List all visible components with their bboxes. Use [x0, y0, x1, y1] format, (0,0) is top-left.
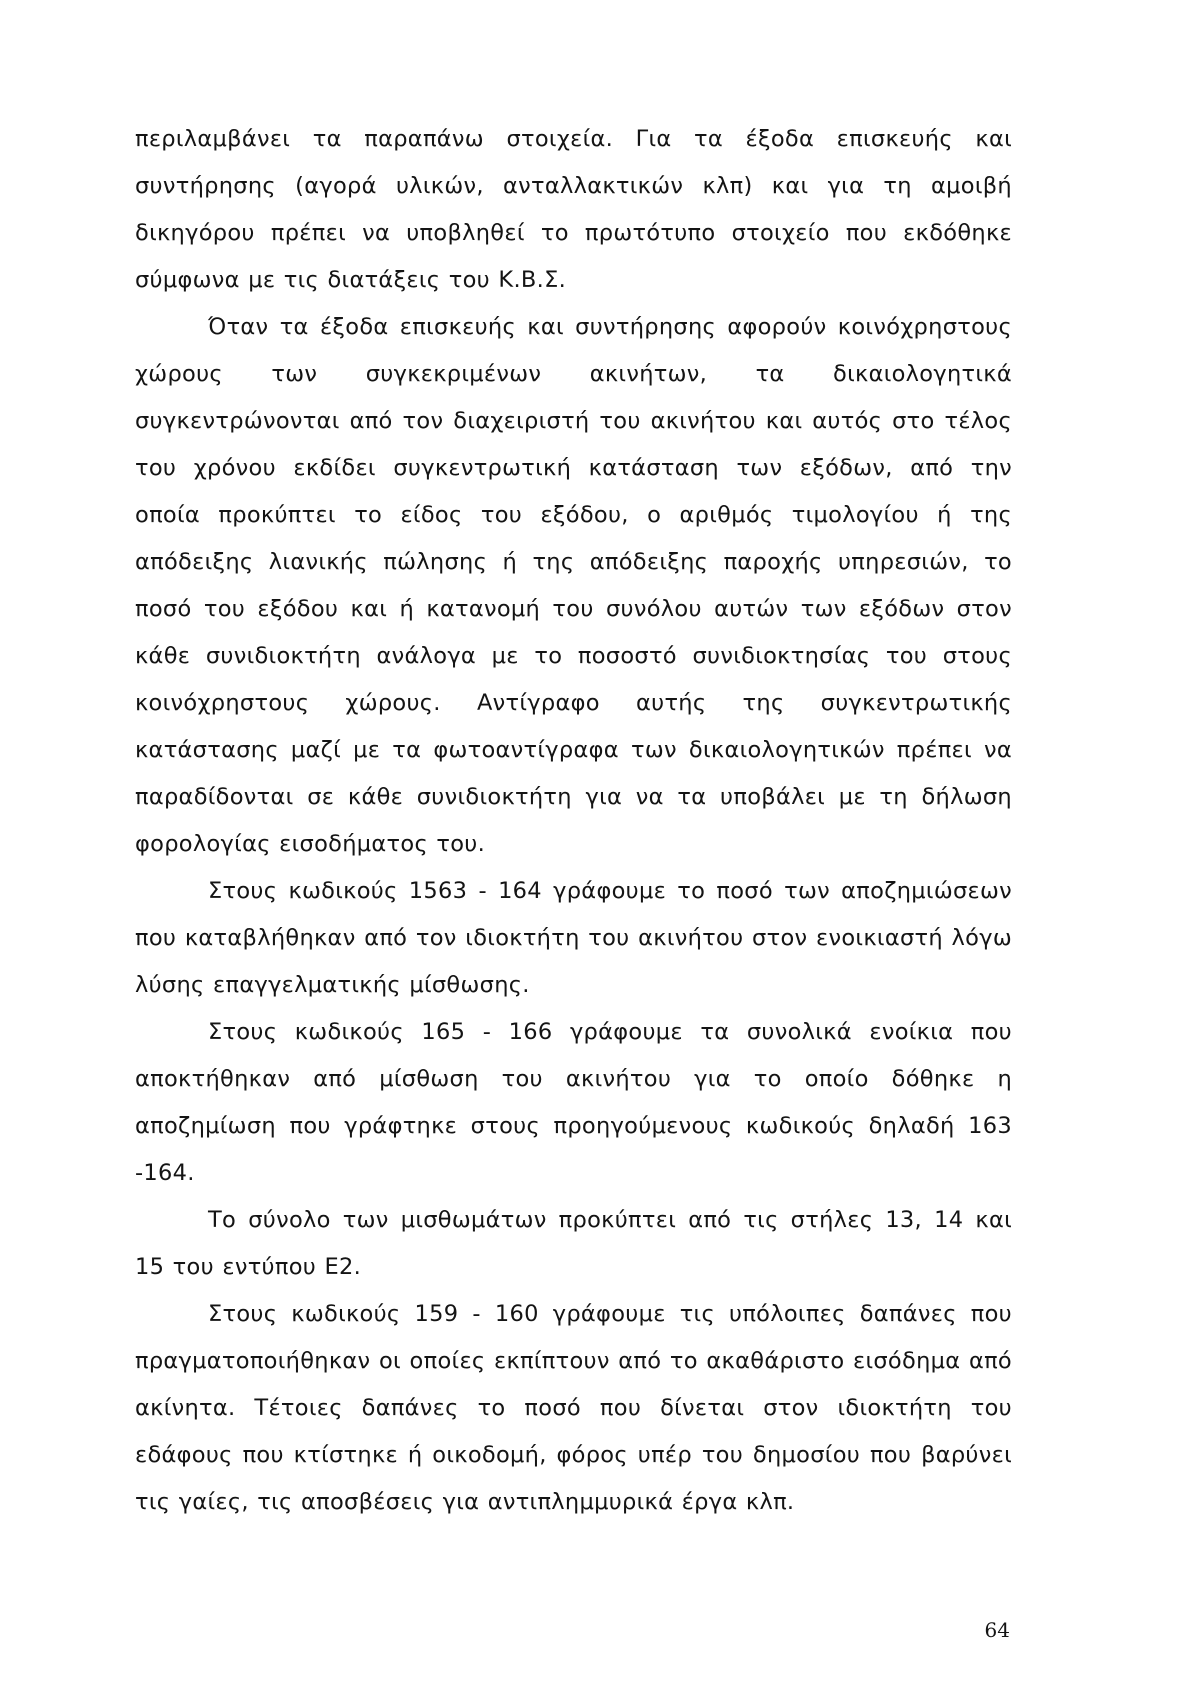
paragraph-codes-1563-164: Στους κωδικούς 1563 - 164 γράφουμε το ποσό των αποζημιώσεων που καταβλήθηκαν από τον ιδιοκτήτη του ακινήτου στον ενοικιαστή λόγω λύσης επαγγελματικής μίσθωσης. [135, 878, 1012, 998]
paragraph-continuation: περιλαμβάνει τα παραπάνω στοιχεία. Για τα έξοδα επισκευής και συντήρησης (αγορά υλικών, ανταλλακτικών κλπ) και για τη αμοιβή δικηγόρου πρέπει να υποβληθεί το πρωτότυπο στοιχείο που εκδόθηκε σύμφωνα με τις διατάξεις του Κ.Β.Σ. [135, 126, 1012, 293]
paragraph-rent-total: Το σύνολο των μισθωμάτων προκύπτει από τις στήλες 13, 14 και 15 του εντύπου Ε2. [135, 1207, 1012, 1280]
paragraph-codes-159-160: Στους κωδικούς 159 - 160 γράφουμε τις υπόλοιπες δαπάνες που πραγματοποιήθηκαν οι οποίες εκπίπτουν από το ακαθάριστο εισόδημα από ακίνητα. Τέτοιες δαπάνες το ποσό που δίνεται στον ιδιοκτήτη του εδάφους που κτίστηκε ή οικοδομή, φόρος υπέρ του δημοσίου που βαρύνει τις γαίες, τις αποσβέσεις για αντιπλημμυρικά έργα κλπ. [135, 1301, 1012, 1515]
paragraph-common-areas: Όταν τα έξοδα επισκευής και συντήρησης αφορούν κοινόχρηστους χώρους των συγκεκριμένων ακινήτων, τα δικαιολογητικά συγκεντρώνονται από τον διαχειριστή του ακινήτου και αυτός στο τέλος του χρόνου εκδίδει συγκεντρωτική κατάσταση των εξόδων, από την οποία προκύπτει το είδος του εξόδου, ο αριθμός τιμολογίου ή της απόδειξης λιανικής πώλησης ή της απόδειξης παροχής υπηρεσιών, το ποσό του εξόδου και ή κατανομή του συνόλου αυτών των εξόδων στον κάθε συνιδιοκτήτη ανάλογα με το ποσοστό συνιδιοκτησίας του στους κοινόχρηστους χώρους. Αντίγραφο αυτής της συγκεντρωτικής κατάστασης μαζί με τα φωτοαντίγραφα των δικαιολογητικών πρέπει να παραδίδονται σε κάθε συνιδιοκτήτη για να τα υποβάλει με τη δήλωση φορολογίας εισοδήματος του. [135, 314, 1012, 857]
page-body [135, 116, 1012, 1526]
page-number: 64 [984, 1618, 1010, 1642]
paragraph-codes-165-166: Στους κωδικούς 165 - 166 γράφουμε τα συνολικά ενοίκια που αποκτήθηκαν από μίσθωση του ακινήτου για το οποίο δόθηκε η αποζημίωση που γράφτηκε στους προηγούμενους κωδικούς δηλαδή 163 -164. [135, 1019, 1012, 1186]
